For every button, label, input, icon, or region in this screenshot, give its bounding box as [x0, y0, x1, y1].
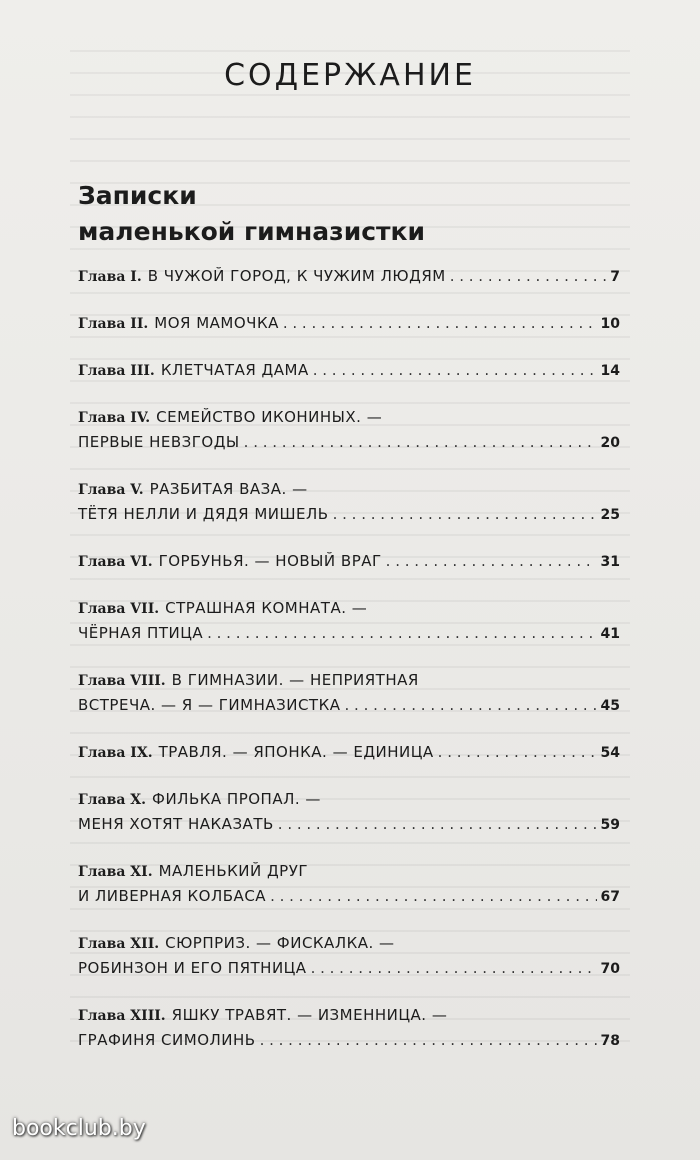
toc-entry — [78, 264, 620, 289]
chapter-label: Глава XI. — [78, 864, 153, 880]
dot-leader — [386, 549, 597, 573]
page-number: 67 — [600, 889, 620, 905]
dot-leader — [345, 693, 597, 717]
toc-entry-line — [78, 884, 620, 909]
chapter-title: СЮРПРИЗ. — ФИСКАЛКА. — — [165, 934, 395, 952]
page-title: СОДЕРЖАНИЕ — [224, 58, 476, 93]
chapter-title: КЛЕТЧАТАЯ ДАМА — [160, 361, 309, 379]
chapter-title: ТРАВЛЯ. — ЯПОНКА. — ЕДИНИЦА — [158, 743, 434, 761]
page-number: 7 — [610, 269, 620, 285]
chapter-title: ВСТРЕЧА. — Я — ГИМНАЗИСТКА — [78, 696, 341, 714]
chapter-label: Глава X. — [78, 792, 147, 808]
chapter-title: МАЛЕНЬКИЙ ДРУГ — [158, 862, 309, 880]
page-number: 41 — [600, 626, 620, 642]
dot-leader — [283, 311, 597, 335]
toc-entry — [78, 931, 620, 981]
toc-entry-line — [78, 931, 620, 956]
chapter-title: В ЧУЖОЙ ГОРОД, К ЧУЖИМ ЛЮДЯМ — [147, 267, 446, 285]
toc-entry-line — [78, 264, 620, 289]
toc-entry — [78, 787, 620, 837]
page-number: 54 — [600, 745, 620, 761]
dot-leader — [333, 502, 597, 526]
toc-entry-line — [78, 311, 620, 336]
dot-leader — [450, 264, 607, 288]
toc-entry-line — [78, 358, 620, 383]
chapter-title: СЕМЕЙСТВО ИКОНИНЫХ. — — [156, 408, 383, 426]
chapter-label: Глава VI. — [78, 554, 153, 570]
dot-leader — [270, 884, 596, 908]
toc-entry — [78, 549, 620, 574]
chapter-title: И ЛИВЕРНАЯ КОЛБАСА — [78, 887, 267, 905]
section-heading-line-2: маленькой гимназистки — [78, 217, 426, 246]
toc-entry-line — [78, 1003, 620, 1028]
chapter-title: РАЗБИТАЯ ВАЗА. — — [149, 480, 308, 498]
chapter-label: Глава XII. — [78, 936, 160, 952]
chapter-title: РОБИНЗОН И ЕГО ПЯТНИЦА — [78, 959, 307, 977]
section-heading — [78, 178, 638, 250]
toc-entry-line — [78, 596, 620, 621]
page-number: 14 — [600, 363, 620, 379]
chapter-label: Глава I. — [78, 269, 142, 285]
toc-entry-line — [78, 430, 620, 455]
toc-entry — [78, 596, 620, 646]
toc-entry-line — [78, 859, 620, 884]
chapter-label: Глава IX. — [78, 745, 153, 761]
toc-entry-line — [78, 477, 620, 502]
page-number: 10 — [600, 316, 620, 332]
chapter-label: Глава IV. — [78, 410, 151, 426]
toc-entry — [78, 477, 620, 527]
toc-entry — [78, 311, 620, 336]
dot-leader — [438, 740, 597, 764]
chapter-label: Глава III. — [78, 363, 155, 379]
page-number: 70 — [600, 961, 620, 977]
page-number: 78 — [600, 1033, 620, 1049]
chapter-title: В ГИМНАЗИИ. — НЕПРИЯТНАЯ — [171, 671, 419, 689]
table-of-contents — [78, 264, 620, 1075]
page-number: 59 — [600, 817, 620, 833]
section-heading-line-1: Записки — [78, 181, 197, 210]
dot-leader — [313, 358, 597, 382]
chapter-title: МОЯ МАМОЧКА — [154, 314, 279, 332]
toc-entry — [78, 405, 620, 455]
chapter-title: ПЕРВЫЕ НЕВЗГОДЫ — [78, 433, 240, 451]
dot-leader — [244, 430, 597, 454]
toc-entry — [78, 668, 620, 718]
watermark: bookclub.by — [12, 1116, 146, 1141]
toc-entry-line — [78, 956, 620, 981]
chapter-title: ТЁТЯ НЕЛЛИ И ДЯДЯ МИШЕЛЬ — [78, 505, 329, 523]
chapter-title: ГОРБУНЬЯ. — НОВЫЙ ВРАГ — [158, 552, 382, 570]
toc-entry-line — [78, 405, 620, 430]
toc-entry-line — [78, 812, 620, 837]
page-number: 31 — [600, 554, 620, 570]
toc-entry-line — [78, 621, 620, 646]
toc-entry-line — [78, 668, 620, 693]
toc-entry — [78, 358, 620, 383]
chapter-title: СТРАШНАЯ КОМНАТА. — — [165, 599, 368, 617]
chapter-title: ЧЁРНАЯ ПТИЦА — [78, 624, 204, 642]
page-number: 45 — [600, 698, 620, 714]
toc-entry — [78, 740, 620, 765]
chapter-label: Глава V. — [78, 482, 144, 498]
chapter-title: ГРАФИНЯ СИМОЛИНЬ — [78, 1031, 256, 1049]
dot-leader — [207, 621, 596, 645]
toc-entry-line — [78, 740, 620, 765]
toc-entry — [78, 1003, 620, 1053]
chapter-label: Глава VII. — [78, 601, 160, 617]
chapter-title: ЯШКУ ТРАВЯТ. — ИЗМЕННИЦА. — — [171, 1006, 448, 1024]
toc-entry-line — [78, 549, 620, 574]
page-number: 20 — [600, 435, 620, 451]
dot-leader — [278, 812, 597, 836]
page-number: 25 — [600, 507, 620, 523]
chapter-title: МЕНЯ ХОТЯТ НАКАЗАТЬ — [78, 815, 274, 833]
dot-leader — [311, 956, 597, 980]
toc-entry-line — [78, 693, 620, 718]
toc-entry-line — [78, 502, 620, 527]
toc-entry-line — [78, 787, 620, 812]
chapter-label: Глава XIII. — [78, 1008, 166, 1024]
chapter-label: Глава II. — [78, 316, 149, 332]
chapter-label: Глава VIII. — [78, 673, 166, 689]
toc-entry-line — [78, 1028, 620, 1053]
toc-entry — [78, 859, 620, 909]
chapter-title: ФИЛЬКА ПРОПАЛ. — — [152, 790, 321, 808]
dot-leader — [260, 1028, 597, 1052]
